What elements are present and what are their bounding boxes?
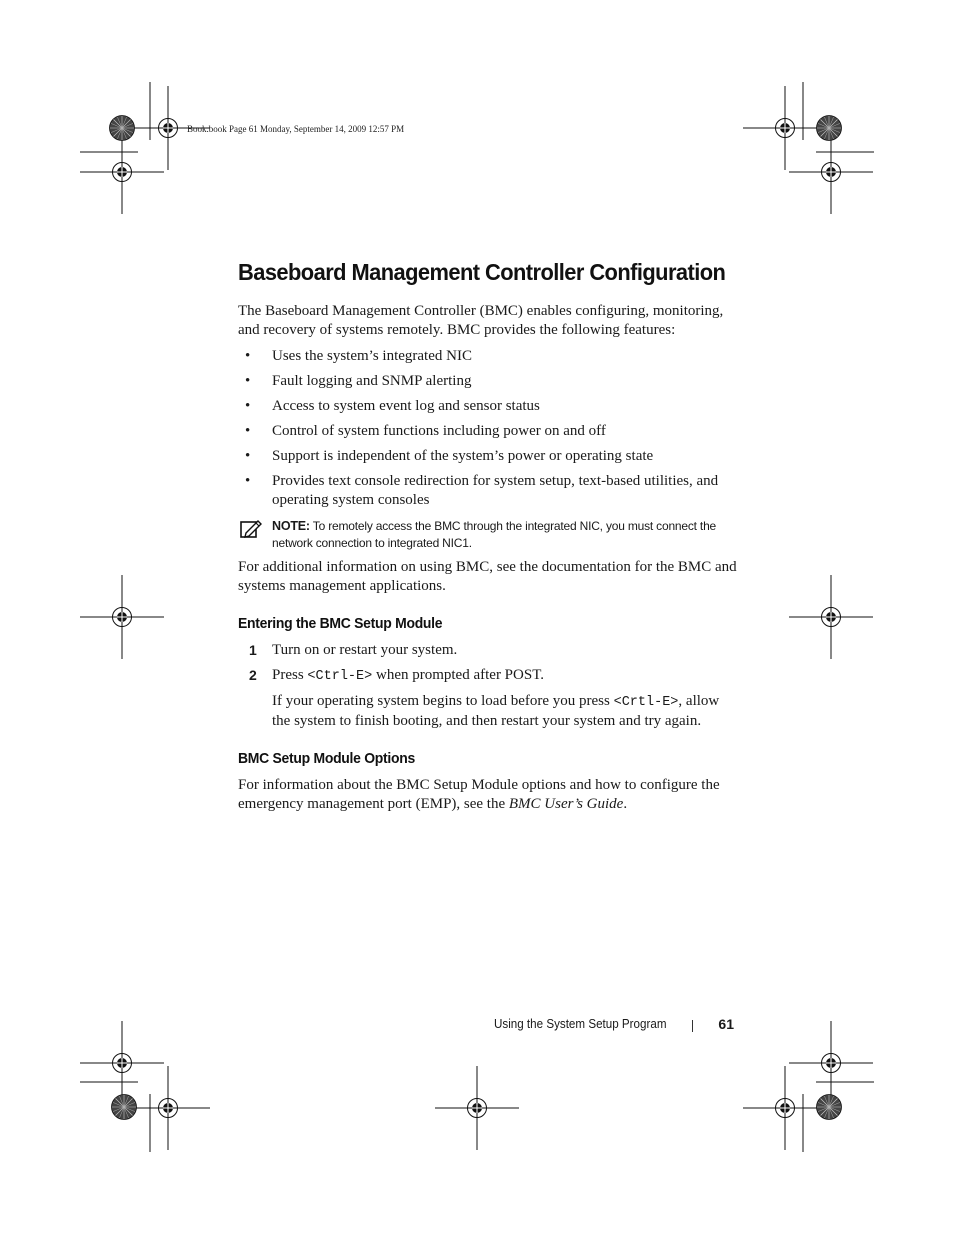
list-item: • Support is independent of the system’s power or operating state — [245, 448, 654, 464]
bullet: • — [245, 348, 251, 364]
page-content — [238, 255, 738, 814]
note-label: NOTE: — [272, 519, 310, 533]
list-item: • Uses the system’s integrated NIC — [245, 348, 472, 364]
page-title: Baseboard Management Controller Configuration — [238, 259, 726, 285]
step-number: 2 — [249, 667, 257, 683]
bullet: • — [245, 473, 251, 489]
list-item: • Control of system functions including power on and off — [245, 423, 606, 439]
step-number: 1 — [249, 642, 257, 658]
footer-chapter-title: Using the System Setup Program — [493, 1017, 666, 1031]
section-heading-bmc-options: BMC Setup Module Options — [238, 750, 415, 767]
pencil-note-icon — [240, 519, 262, 539]
key-combo: <Crtl-E> — [613, 695, 679, 710]
note-block — [238, 518, 738, 552]
feature-list — [238, 347, 738, 510]
print-slug: Book.book Page 61 Monday, September 14, 2009 12:57 PM — [187, 124, 405, 134]
bullet: • — [245, 448, 251, 464]
list-item: • Access to system event log and sensor status — [245, 398, 540, 414]
guide-title: BMC User’s Guide — [508, 796, 624, 812]
bullet: • — [245, 373, 251, 389]
options-paragraph: For information about the BMC Setup Module options and how to configure the emergency management port (EMP), see the BMC User’s Guide. — [238, 777, 720, 812]
note-text: NOTE: To remotely access the BMC through the integrated NIC, you must connect the network connection to integrated NIC1. — [272, 519, 717, 550]
steps-list — [238, 641, 738, 686]
key-combo: <Ctrl-E> — [307, 669, 373, 684]
step-note-paragraph: If your operating system begins to load before you press <Crtl-E>, allow the system to finish booting, and then restart your system and try again. — [272, 693, 720, 729]
page-number: 61 — [718, 1016, 734, 1032]
step-item: 1 Turn on or restart your system. — [249, 642, 458, 658]
intro-paragraph: The Baseboard Management Controller (BMC) enables configuring, monitoring, and recovery of systems remotely. BMC provides the following features: — [238, 303, 724, 338]
footer-divider — [692, 1020, 693, 1032]
page-footer — [0, 1015, 734, 1035]
bullet: • — [245, 423, 251, 439]
list-item: • Fault logging and SNMP alerting — [245, 373, 472, 389]
list-item: • Provides text console redirection for system setup, text-based utilities, and operating system consoles — [245, 473, 719, 508]
section-heading-entering-bmc: Entering the BMC Setup Module — [238, 615, 443, 632]
additional-info-paragraph: For additional information on using BMC, see the documentation for the BMC and systems management applications. — [238, 559, 737, 594]
bullet: • — [245, 398, 251, 414]
step-item: 2 Press <Ctrl-E> when prompted after POST. — [249, 667, 545, 684]
